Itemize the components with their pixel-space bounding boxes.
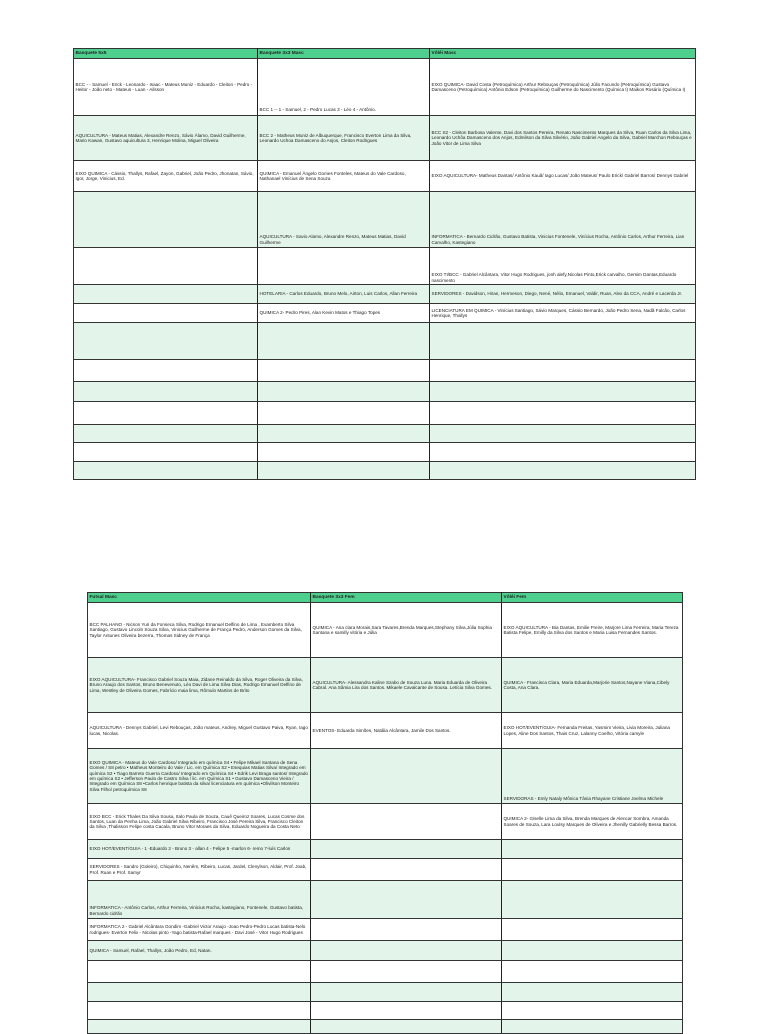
table-cell[interactable] bbox=[502, 859, 683, 881]
table-cell[interactable]: EIXO QUIMICA- David Costa (Petroquímica) Arthur Rebouças (Petroquímica) Júlio Facundo (Petroquímica) Gustavo Damasceno (Petroquímica) Antônio Edson (Petroquímica) Guilherme do Nascimento (Química I) Maikon Rosário (Química I) bbox=[430, 59, 696, 116]
table-cell[interactable] bbox=[502, 919, 683, 941]
table-cell[interactable] bbox=[311, 840, 502, 859]
table-cell[interactable] bbox=[88, 983, 311, 1002]
table-row bbox=[74, 402, 696, 425]
table-row bbox=[74, 323, 696, 360]
table-cell[interactable] bbox=[74, 443, 258, 462]
table-row bbox=[74, 116, 696, 161]
table-cell[interactable] bbox=[311, 859, 502, 881]
header-cell[interactable]: Vôlêi Masc bbox=[430, 49, 696, 59]
table-cell[interactable] bbox=[258, 462, 430, 480]
table-cell[interactable] bbox=[502, 983, 683, 1002]
header-cell[interactable]: Futsal Masc bbox=[88, 593, 311, 603]
table-cell[interactable] bbox=[502, 881, 683, 919]
table-cell[interactable]: AQUICULTURA - Mateus Matias, Alexandre Renzo, Sávio Álamo, David Guilherme, Mario Kawan, Gustavo aquicultura 3, Henrique Molina, Miguel Oliveira bbox=[74, 116, 258, 161]
table-cell[interactable]: EIXO AQUICULTURA - Bia Dantas, Emilie Freire, Marjore Lima Ferreira, Maria Tereza Batista Felipe, Emilly da Silva dos Santos e Maria Luisa Fernandes Santos. bbox=[502, 603, 683, 658]
table-row bbox=[74, 382, 696, 402]
table-cell[interactable] bbox=[74, 360, 258, 382]
table-cell[interactable] bbox=[311, 919, 502, 941]
table-cell[interactable] bbox=[430, 462, 696, 480]
table-cell[interactable]: AQUICULTURA - Savio Alamo, Alexandre Renzo, Mateus Matias, David Guilherme bbox=[258, 192, 430, 248]
table-row bbox=[74, 285, 696, 304]
table-cell[interactable] bbox=[311, 804, 502, 840]
table-row bbox=[88, 713, 683, 749]
table-cell[interactable]: EIXO BCC - Erick Thales Da Silva Sousa, Italo Paula de Souza, Cauê Queiroz Soares, Lucas Cosme dos Santos, Luan da Penha Lima, João Gabriel Silva Ribeiro, Francisco José Pereira Silva, Francisco Cleiton da Silva ,Thalisson Felipe costa Cacala, Bruno Vitor Moraes da Silva, Eduardo Nogueira da Costa Neto bbox=[88, 804, 311, 840]
table-cell[interactable] bbox=[502, 840, 683, 859]
table-cell[interactable] bbox=[430, 443, 696, 462]
header-cell[interactable]: Basquete 3x3 Masc bbox=[258, 49, 430, 59]
table-cell[interactable] bbox=[258, 402, 430, 425]
table-row bbox=[74, 161, 696, 192]
table-cell[interactable] bbox=[311, 749, 502, 804]
table-cell[interactable]: BCC - - Samuel - Erick - Leonardo - Isaac - Mateus Muniz - Eduardo - Cleiton - Pedro - Heitor - João neto - Mateus - Luan - Ailsson bbox=[74, 59, 258, 116]
table-row bbox=[74, 443, 696, 462]
table-row bbox=[88, 1020, 683, 1034]
table-cell[interactable]: EIXO QUIMICA - Mateus do Vale Cardoso/ Integrado em química S4 • Felipe Mikael Santana de Sena Gomes / S8 petro • Matheus Monteiro do Vale / Lic. em Química S2 • Esequias Matias Silva/ Integrado em química S2 • Tiago Barreto Guerra Cardoso/ Integrado em Química S4 • Edrik Levi Braga santos/ Integrado em química S2 • Jefferson Paulo de Castro Silva / lic. em Química S1 • Gustavo Damasceno Vieira / Integrado em Química S8 •Carlos henrique batista da silva/ licenciatura em química •Olivilson Monteiro Silva Filho/ petroquímica S8 bbox=[88, 749, 311, 804]
table-cell[interactable]: QUIMICA 2- Pedro Pires, Alan Kevin Matos e Thiago Topes bbox=[258, 304, 430, 323]
table-cell[interactable] bbox=[311, 961, 502, 983]
table-cell[interactable] bbox=[74, 402, 258, 425]
table-cell[interactable]: SERVIDORES - Davidson, Hiran, Hermeson, Diego, Nené, Nélio, Emanuel, Valdir, Ruan, Alex da CCA, André e Lacerda Jr. bbox=[430, 285, 696, 304]
table-cell[interactable]: QUIMICA - Samuel, Rafael, Thallys, João Pedro, Ed, Natan. bbox=[88, 941, 311, 961]
table-row bbox=[88, 603, 683, 658]
table-cell[interactable] bbox=[430, 425, 696, 443]
table-cell[interactable] bbox=[311, 983, 502, 1002]
table-cell[interactable]: LICENCIATURA EM QUIMICA - Vinícius Santiago, Sávio Marques, Cássio Bernardo, João Pedro Sena, Nadã Falcão, Carlos Henrique, Thallys bbox=[430, 304, 696, 323]
table-cell[interactable]: INFORMATICA - Bernardo Cidrão, Gustavo Batista, Vinicius Fontenele, Vinícius Rocha, Antônio Carlos, Arthur Ferreira, Lian Carvalho, Kastegiano bbox=[430, 192, 696, 248]
table-row bbox=[88, 941, 683, 961]
table-cell[interactable]: BCC 1 -- 1 - Samuel, 2 - Pedro Lucas 3 - Léo 4 - Antônio. bbox=[258, 59, 430, 116]
table-cell[interactable]: EIXO HOT/EVENT/GUIA- Fernanda Freitas, Yasmim Vieira, Livia Moreira, Juliana Lopes, Aline Dos Santos, Thais Cruz, Lalanny Coelho, Vitória camyle bbox=[502, 713, 683, 749]
table-cell[interactable]: BCC S2 - Cleiton Barbosa Valente, Davi dos Santos Pereira, Renato Nascimento Marques da Silva, Ruan Carlos da Silva Lima, Leonardo Uchôa Damasceno dos Anjos, Edmilson da Silva Silvério, João Gabriel Angelo da Silva, Gabriel Marchon Rebouças e João Vitor de Lima Silva bbox=[430, 116, 696, 161]
table-cell[interactable]: EVENTOS- Eduarda Simões, Natália Alcântara, Jamile Dos Santos. bbox=[311, 713, 502, 749]
table-header-row bbox=[74, 49, 696, 59]
table-row bbox=[88, 859, 683, 881]
table-cell[interactable] bbox=[502, 1002, 683, 1020]
table-row bbox=[88, 983, 683, 1002]
table-cell[interactable]: EIXO AQUICULTURA- Francisco Gabriel Souza Maia, Zidane Reinaldo da Silva, Roger Oliveira da Silva, Bruno Araujo dos Santos, Bruno Benevenuto, Léo Davi de Lima Silva Dias, Rodrigo Emanuel Delfino de Lima, Westley de Oliveira Gomes, Fabrício maia lima, Rômulo Martins de Brito bbox=[88, 658, 311, 713]
table-cell[interactable]: QUIMICA - Emanuel Ângelo Gomes Fonteles, Mateus do Vale Cardoso, Nathanael Vinícius de Sena Souza bbox=[258, 161, 430, 192]
table-cell[interactable] bbox=[74, 285, 258, 304]
table-cell[interactable]: BCC PALHANO - Nicson Yuri da Fonseca Silva, Rodrigo Emanuel Delfino de Lima , Evamberto Silva Santiago, Gustavo Lincoln Souza Silva, Vinicius Guilherme de França Pedro, Anderson Gomes da Silva, Taylor Antunes Oliveira bezerra, Thomas Sidney de França bbox=[88, 603, 311, 658]
table-cell[interactable] bbox=[430, 382, 696, 402]
table-row bbox=[88, 1002, 683, 1020]
table-row bbox=[74, 304, 696, 323]
table-cell[interactable] bbox=[258, 248, 430, 285]
table-row bbox=[74, 360, 696, 382]
table-cell[interactable]: HOTELARIA - Carlos Eduardo, Bruno Melo, Airton, Luis Carlos, Allan Ferreira bbox=[258, 285, 430, 304]
table-row bbox=[88, 658, 683, 713]
table-cell[interactable]: QUIMICA - Francisca Clara, Maria Eduarda,Marjorie Santos,Nayane Viana,Cibely Costa, Ana Clara. bbox=[502, 658, 683, 713]
table-cell[interactable]: EIXO TI/BCC - Gabriel Alcântara, Vitor Hugo Rodrigues, jonh alefy,Nicolas Pinto,Erick carvalho, Gersim Dantas,Eduardo nascimento bbox=[430, 248, 696, 285]
spreadsheet-table-2 bbox=[87, 592, 683, 1034]
table-cell[interactable] bbox=[258, 323, 430, 360]
table-row bbox=[88, 919, 683, 941]
table-row bbox=[74, 59, 696, 116]
table-cell[interactable] bbox=[74, 425, 258, 443]
table-cell[interactable] bbox=[502, 1020, 683, 1034]
table-cell[interactable]: INFORMATICA 2 - Gabriel Alcântara Gondim -Gabriel Victor Araujo -Joao Pedro-Pedro Lucas batista-Nelo rodrigues- Everton Felix - Nicolas pinto -Yago batista-Rafael marques - Davi José - Vitor Hugo Rodrigues bbox=[88, 919, 311, 941]
table-cell[interactable]: SERVIDORES - Sandro (Goleiro), Chiquinho, Nenêm, Ribeiro, Lucas, Jardel, Clenylson, Aldair, Prof. Joab, Prof. Ruan e Prof. Samyr bbox=[88, 859, 311, 881]
table-cell[interactable] bbox=[74, 304, 258, 323]
header-cell[interactable]: Basquete 5x5 bbox=[74, 49, 258, 59]
table-cell[interactable] bbox=[311, 1020, 502, 1034]
table-cell[interactable] bbox=[88, 961, 311, 983]
table-cell[interactable] bbox=[311, 1002, 502, 1020]
table-cell[interactable] bbox=[74, 248, 258, 285]
table-cell[interactable] bbox=[430, 360, 696, 382]
table-cell[interactable]: QUIMICA 2- Giselle Lima da Silva, Brenda Marques de Alencar Sombra, Amanda Soares de Souza, Lara Loulsy Marques de Oliveira e Jhenilly Gabrielly Bessa Barros. bbox=[502, 804, 683, 840]
table-cell[interactable]: EIXO AQUICULTURA- Matheus Dantas/ Antônio Kauã/ Iago Lucas/ João Mateus/ Paulo Erick/ Gabriel Barros/ Dennys Gabriel bbox=[430, 161, 696, 192]
table-cell[interactable] bbox=[502, 961, 683, 983]
table-row bbox=[74, 248, 696, 285]
table-cell[interactable]: SERVIDORAS - Emly Nataly Mônica Tânia Rhayane Cristiane Joelma Michele bbox=[502, 749, 683, 804]
table-cell[interactable] bbox=[430, 323, 696, 360]
table-cell[interactable]: BCC 2 - Matheus Muniz de Albuquerque, Francisco Everton Lima da Silva, Leonardo Uchoa Damasceno do Anjos, Cleiton Rodrigues bbox=[258, 116, 430, 161]
table-cell[interactable] bbox=[258, 382, 430, 402]
spreadsheet-table-1 bbox=[73, 48, 696, 480]
table-cell[interactable] bbox=[88, 1020, 311, 1034]
table-row bbox=[74, 192, 696, 248]
table-cell[interactable] bbox=[88, 1002, 311, 1020]
table-cell[interactable] bbox=[258, 360, 430, 382]
table-row bbox=[74, 425, 696, 443]
table-cell[interactable]: AQUICULTURA - Dennys Gabriel, Levi Rebouças, João mateus, Andrey, Miguel Gustavo Paiva, Ryan, Iago lucas, Nicolas. bbox=[88, 713, 311, 749]
table-row bbox=[88, 840, 683, 859]
table-cell[interactable] bbox=[311, 881, 502, 919]
table-cell[interactable] bbox=[502, 941, 683, 961]
table-row bbox=[88, 961, 683, 983]
table-cell[interactable] bbox=[258, 443, 430, 462]
table-cell[interactable]: EIXO HOT/EVENT/GUIA - 1 -Eduardo 2 - Bruno 3 - allan 4 - Felipe 5 -marlon 6- remo 7-luís Carlos bbox=[88, 840, 311, 859]
table-row bbox=[88, 881, 683, 919]
table-cell[interactable] bbox=[74, 382, 258, 402]
table-cell[interactable]: EIXO QUIMICA - Cássio, Thallys, Rafael, Zayon, Gabriel, João Pedro, Jhonatan, Sávio, Igor, Jorge, Vinicius, Ed. bbox=[74, 161, 258, 192]
table-cell[interactable] bbox=[311, 941, 502, 961]
table-cell[interactable] bbox=[74, 192, 258, 248]
table-cell[interactable] bbox=[74, 323, 258, 360]
table-cell[interactable]: INFORMATICA - Antônio Carlos, Arthur Ferreira, Vinicius Rocha, kastegiano, Fontenele, Gustavo batista, Bernardo cidrão bbox=[88, 881, 311, 919]
table-row bbox=[88, 749, 683, 804]
table-row bbox=[88, 804, 683, 840]
table-cell[interactable] bbox=[258, 425, 430, 443]
table-cell[interactable]: AQUICULTURA- Alessandra Kaline Szabo de Souza Luna. Maria Eduarda de Oliveira Cabral. Ana Sâmia Lira dos Santos. Mikaele Cavalcante de Sousa. Letícia Silva Gomes. bbox=[311, 658, 502, 713]
table-header-row bbox=[88, 593, 683, 603]
table-cell[interactable]: QUIMICA - Ana clara Morais,Sara Tavares,Brenda Marques,Stephany Silva,Júlia Sophia Santana e samilly vitória e Júlia bbox=[311, 603, 502, 658]
header-cell[interactable]: Vôlêi Fem bbox=[502, 593, 683, 603]
table-row bbox=[74, 462, 696, 480]
table-cell[interactable] bbox=[74, 462, 258, 480]
header-cell[interactable]: Basquete 3x3 Fem bbox=[311, 593, 502, 603]
table-cell[interactable] bbox=[430, 402, 696, 425]
